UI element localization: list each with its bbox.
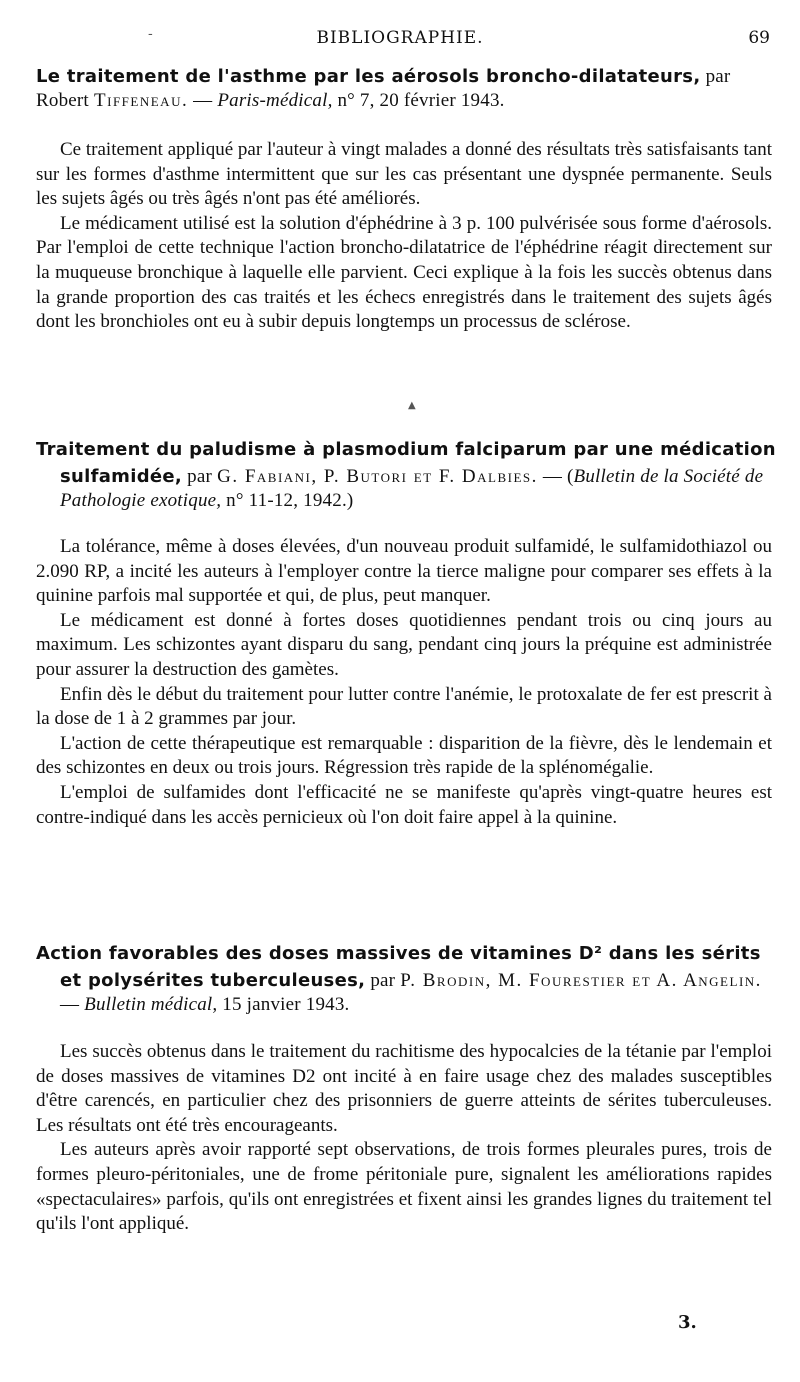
article-2-cite-sep: — (	[537, 466, 574, 487]
article-2-title-line1: Traitement du paludisme à plasmodium falciparum par une médication	[36, 439, 776, 460]
article-3-paragraph: Les auteurs après avoir rapporté sept observations, de trois formes pleurales pures, trois de formes pleuro-péritoniales, une de frome péritoniale pure, signalent les améliorations rapides «spectaculaires» parfois, qu'ils ont enregistrées et fixent ainsi les grandes lignes du traitement tel qu'ils l'ont appliqué.	[36, 1139, 772, 1235]
article-1-author-first: Robert	[36, 90, 89, 111]
article-3-journal: Bulletin médical,	[84, 994, 218, 1015]
article-3-body	[36, 1040, 772, 1237]
article-3-heading	[36, 940, 776, 1016]
article-1-cite-sep: —	[188, 90, 218, 111]
article-3-title-line2: et polysérites tuberculeuses,	[60, 970, 366, 991]
running-title: BIBLIOGRAPHIE.	[316, 28, 484, 48]
article-2-paragraph: La tolérance, même à doses élevées, d'un nouveau produit sulfamidé, le sulfamidothiazol ou 2.090 RP, a incité les auteurs à l'employer contre la tierce maligne pour comparer ses effets à la quinine parfois mal supportée et qui, de plus, peut manquer.	[36, 536, 772, 607]
article-2-journal: Bulletin de la Société de Pathologie exotique,	[60, 466, 764, 511]
article-3-title-line1: Action favorables des doses massives de vitamines D² dans les sérits	[36, 943, 761, 964]
article-1-title: Le traitement de l'asthme par les aérosols broncho-dilatateurs,	[36, 66, 701, 87]
article-1-author-last: Tiffeneau.	[94, 90, 189, 111]
separator-mark: ▲	[408, 400, 416, 411]
article-1-body	[36, 138, 772, 335]
article-3-cite-by: par	[370, 970, 396, 991]
article-1-heading	[36, 63, 776, 112]
article-1-paragraph: Ce traitement appliqué par l'auteur à vingt malades a donné des résultats très satisfaisants tant sur les formes d'asthme intermittent que sur les cas présentant une dyspnée permanente. Seuls les sujets âgés ou très âgés n'ont pas été améliorés.	[36, 139, 772, 210]
article-2-heading	[36, 436, 776, 512]
header-dash: -	[148, 26, 153, 42]
article-1-journal: Paris-médical,	[217, 90, 333, 111]
article-2-body	[36, 535, 772, 830]
article-1-cite-by: par	[705, 66, 731, 87]
article-2-issue: n° 11-12, 1942.)	[221, 490, 354, 511]
article-1-paragraph: Le médicament utilisé est la solution d'éphédrine à 3 p. 100 pulvérisée sous forme d'aérosols. Par l'emploi de cette technique l'action broncho-dilatatrice de l'éphédrine réagit directement sur la muqueuse bronchique à laquelle elle parvient. Ceci explique à la fois les succès obtenus dans la grande proportion des cas traités et les échecs enregistrés dans le traitement des sujets âgés dont les bronchioles ont eu à subir depuis longtemps un processus de sclérose.	[36, 212, 772, 333]
article-2-paragraph: L'action de cette thérapeutique est remarquable : disparition de la fièvre, dès le lendemain et des schizontes en deux ou trois jours. Régression très rapide de la splénomégalie.	[36, 732, 772, 779]
article-2-paragraph: Le médicament est donné à fortes doses quotidiennes pendant trois ou cinq jours au maximum. Les schizontes ayant disparu du sang, pendant cinq jours la préquine est administrée pour assurer la destruction des gamètes.	[36, 609, 772, 680]
article-3-cite-sep: —	[60, 994, 85, 1015]
article-2-authors: G. Fabiani, P. Butori et F. Dalbies.	[217, 466, 538, 487]
footer-signature: 3.	[678, 1312, 697, 1333]
article-1-issue: n° 7, 20 février 1943.	[332, 90, 505, 111]
page-number: 69	[748, 28, 770, 48]
article-3-paragraph: Les succès obtenus dans le traitement du rachitisme des hypocalcies de la tétanie par l'emploi de doses massives de vitamines D2 ont incité à en faire usage chez des malades susceptibles d'être carencés, en particulier chez des prisonniers de guerre atteints de sérites tuberculeuses. Les résultats ont été très encourageants.	[36, 1041, 772, 1136]
article-2-paragraph: Enfin dès le début du traitement pour lutter contre l'anémie, le protoxalate de fer est prescrit à la dose de 1 à 2 grammes par jour.	[36, 683, 772, 730]
article-3-authors: P. Brodin, M. Fourestier et A. Angelin.	[400, 970, 762, 991]
article-3-issue: 15 janvier 1943.	[217, 994, 350, 1015]
article-2-paragraph: L'emploi de sulfamides dont l'efficacité ne se manifeste qu'après vingt-quatre heures est contre-indiqué dans les accès pernicieux où l'on doit faire appel à la quinine.	[36, 781, 772, 828]
article-2-cite-by: par	[187, 466, 213, 487]
article-2-title-line2: sulfamidée,	[60, 466, 183, 487]
